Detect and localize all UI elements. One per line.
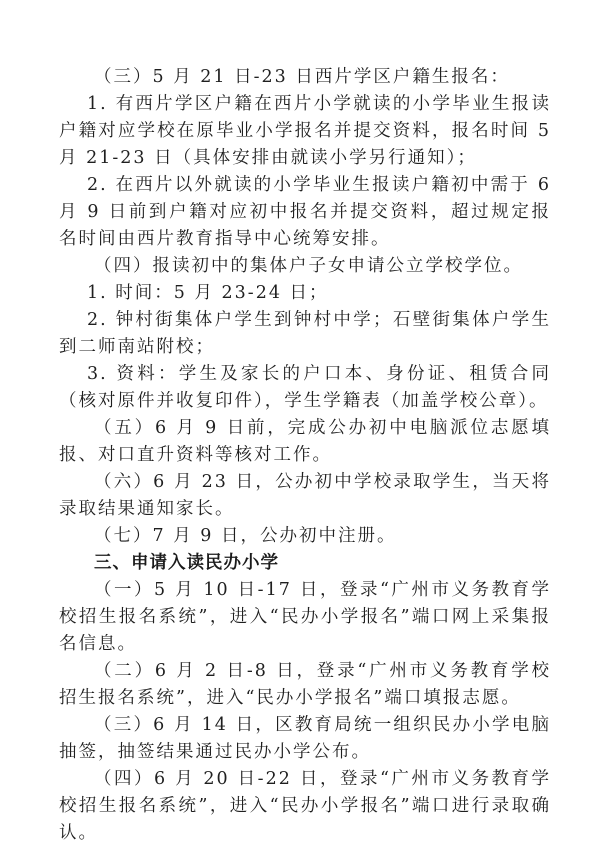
paragraph-collective-item-materials: 3. 资料：学生及家长的户口本、身份证、租赁合同（核对原件并收复印件），学生学籍表（加盖学校公章）。 [59,364,551,411]
paragraph-private-step-4: （四）6 月 20 日-22 日，登录“广州市义务教育学校招生报名系统”，进入“民办小学报名”端口进行录取确认。 [59,769,551,843]
document-body [59,64,551,847]
paragraph-allocation-verification: （五）6 月 9 日前，完成公办初中电脑派位志愿填报、对口直升资料等核对工作。 [59,418,551,465]
paragraph-west-district-item-2: 2. 在西片以外就读的小学毕业生报读户籍初中需于 6 月 9 日前到户籍对应初中报名并提交资料，超过规定报名时间由西片教育指导中心统筹安排。 [59,175,551,249]
paragraph-collective-item-schools: 2. 钟村街集体户学生到钟村中学；石壁街集体户学生到二师南站附校； [59,310,551,357]
section-heading-private-primary: 三、申请入读民办小学 [94,553,279,573]
paragraph-public-admission-results: （六）6 月 23 日，公办初中学校录取学生，当天将录取结果通知家长。 [59,472,551,519]
paragraph-private-step-2: （二）6 月 2 日-8 日，登录“广州市义务教育学校招生报名系统”，进入“民办小学报名”端口填报志愿。 [59,661,551,708]
paragraph-collective-item-time: 1. 时间：5 月 23-24 日； [87,283,329,303]
paragraph-collective-household-application: （四）报读初中的集体户子女申请公立学校学位。 [94,256,523,276]
paragraph-public-registration: （七）7 月 9 日，公办初中注册。 [94,526,397,546]
paragraph-private-step-1: （一）5 月 10 日-17 日，登录“广州市义务教育学校招生报名系统”，进入“民办小学报名”端口网上采集报名信息。 [59,580,551,654]
paragraph-private-step-3: （三）6 月 14 日，区教育局统一组织民办小学电脑抽签，抽签结果通过民办小学公布。 [59,715,551,762]
paragraph-west-district-item-1: 1. 有西片学区户籍在西片小学就读的小学毕业生报读户籍对应学校在原毕业小学报名并提交资料，报名时间 5 月 21-23 日（具体安排由就读小学另行通知）； [59,94,551,168]
paragraph-west-district-registration: （三）5 月 21 日-23 日西片学区户籍生报名： [94,67,510,87]
